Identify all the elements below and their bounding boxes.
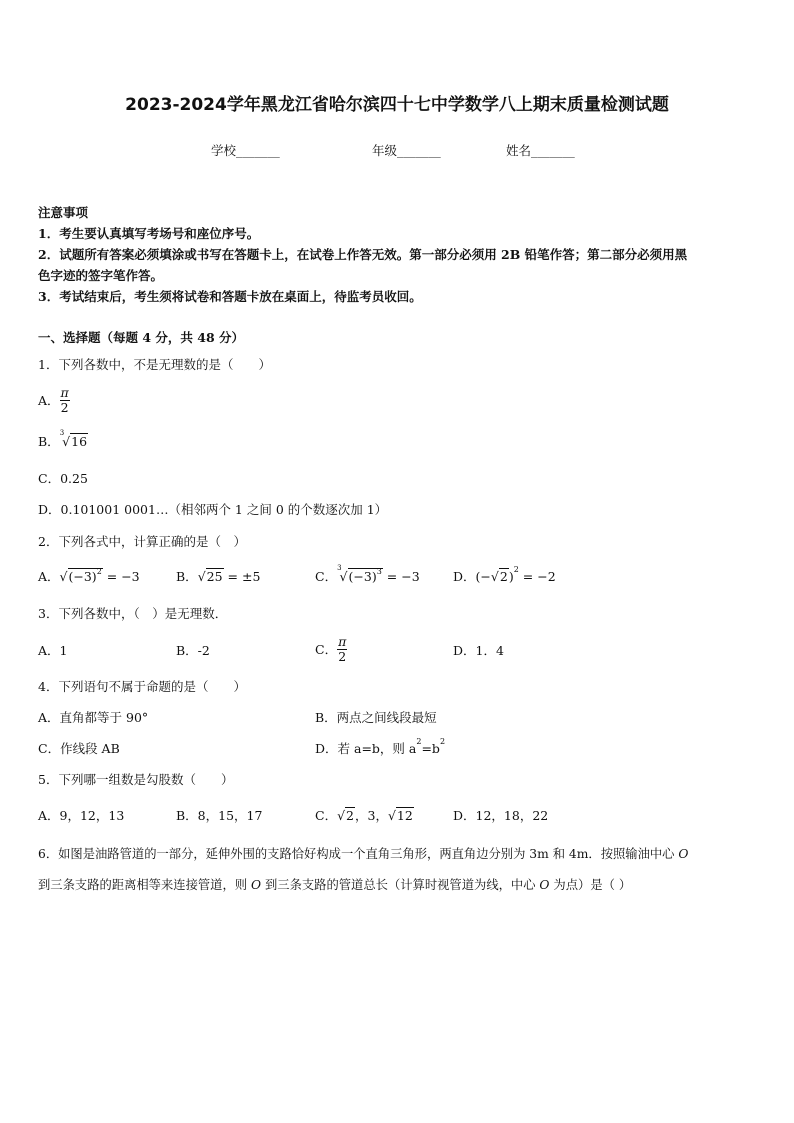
point-o: O [250,878,262,892]
question-6-line-1 [38,844,688,862]
question-2-stem: 2．下列各式中，计算正确的是（ ） [38,534,246,549]
radicand: 2 [346,808,354,823]
question-text: 为点）是（ ） [549,878,632,892]
fraction [60,386,70,413]
school-blank: _______ [236,143,280,158]
q4-option-b: B．两点之间线段最短 [315,710,437,725]
option-label: C． [315,569,338,584]
radical-sign: √ [337,808,346,823]
q4-option-d [315,739,445,757]
fraction-denominator: 2 [60,399,69,415]
option-label: D． [453,569,476,584]
question-5-stem: 5．下列哪一组数是勾股数（ ） [38,772,234,787]
radical-sign: √ [197,569,206,584]
root-index: 3 [59,429,65,437]
question-6-line-2 [38,875,631,893]
exponent: 3 [376,567,382,576]
radical-sign: √ [387,808,396,823]
exponent: 2 [439,737,446,746]
question-1-stem: 1．下列各数中，不是无理数的是（ ） [38,357,271,372]
option-label: A． [38,393,60,408]
radicand: (−3) [348,569,377,584]
q2-option-c [315,564,420,585]
name-label: 姓名 [506,143,532,158]
radical-sign: √ [62,434,71,449]
q2-option-d [453,567,556,585]
notice-heading: 注意事项 [38,205,89,220]
question-text: 6．如图是油路管道的一部分，延伸外围的支路恰好构成一个直角三角形，两直角边分别为 3m 和 4m．按照输油中心 [38,847,679,861]
exponent: 2 [96,567,102,576]
expression-post: ) [508,569,514,584]
radicand: (−3) [68,569,97,584]
exponent: 2 [513,565,519,574]
q4-option-c: C．作线段 AB [38,741,120,756]
fraction-numerator: π [60,385,69,401]
grade-field [372,141,441,159]
q3-option-a: A．1 [38,643,68,658]
expression-pre: (− [475,569,491,584]
grade-blank: _______ [397,143,441,158]
option-label: C． [315,642,338,657]
q5-option-c [315,806,414,824]
point-o: O [678,847,689,861]
q1-option-a [38,380,70,420]
q3-option-b: B．-2 [176,643,210,658]
page-title: 2023-2024学年黑龙江省哈尔滨四十七中学数学八上期末质量检测试题 [125,95,669,115]
notice-item: 1．考生要认真填写考场号和座位序号。 [38,226,260,241]
notice-item: 色字迹的签字笔作答。 [38,268,164,283]
separator: ，3， [355,808,388,823]
question-4-stem: 4．下列语句不属于命题的是（ ） [38,679,246,694]
q1-option-c: C．0.25 [38,471,88,486]
question-text: 到三条支路的距离相等来连接管道，则 [38,878,251,892]
fraction [337,635,347,662]
q5-option-a: A．9，12，13 [38,808,125,823]
question-3-stem: 3．下列各数中，（ ）是无理数． [38,606,228,621]
option-label: A． [38,569,60,584]
grade-label: 年级 [372,143,398,158]
expression-rest: = −3 [102,569,140,584]
expression-rest: = −2 [518,569,556,584]
fraction-numerator: π [338,634,347,650]
radicand: 25 [206,569,223,584]
q4-option-a: A．直角都等于 90° [38,710,149,725]
school-field [211,141,280,159]
option-label: B． [176,569,198,584]
q3-option-d: D．1．4 [453,643,504,658]
option-label: B． [38,434,60,449]
notice-item: 2．试题所有答案必须填涂或书写在答题卡上，在试卷上作答无效。第一部分必须用 2B 铅笔作答；第二部分必须用黑 [38,247,688,262]
fraction-denominator: 2 [338,648,347,664]
expression-pre: D．若 a=b，则 a [315,741,417,756]
q3-option-c [315,629,347,669]
root-index: 3 [337,564,342,572]
expression-rest: = ±5 [223,569,261,584]
expression-rest: = −3 [382,569,420,584]
radicand: 12 [396,808,413,823]
point-o: O [539,878,550,892]
radicand: 2 [499,569,508,584]
radical-sign: √ [490,569,499,584]
radical-sign: √ [59,569,68,584]
exponent: 2 [416,737,422,746]
question-text: 到三条支路的管道总长（计算时视管道为线，中心 [261,878,540,892]
expression-mid: =b [421,741,440,756]
q2-option-a [38,567,140,585]
q1-option-b [38,429,88,450]
radical-sign: √ [339,569,348,584]
radicand: 16 [71,434,88,449]
q5-option-b: B．8，15，17 [176,808,263,823]
school-label: 学校 [211,143,237,158]
option-label: C． [315,808,338,823]
q2-option-b [176,567,260,585]
name-field [506,141,575,159]
q5-option-d: D．12，18，22 [453,808,549,823]
notice-item: 3．考试结束后，考生须将试卷和答题卡放在桌面上，待监考员收回。 [38,289,422,304]
q1-option-d: D．0.101001 0001…（相邻两个 1 之间 0 的个数逐次加 1） [38,502,388,517]
name-blank: _______ [531,143,575,158]
section-heading: 一、选择题（每题 4 分，共 48 分） [38,330,245,345]
